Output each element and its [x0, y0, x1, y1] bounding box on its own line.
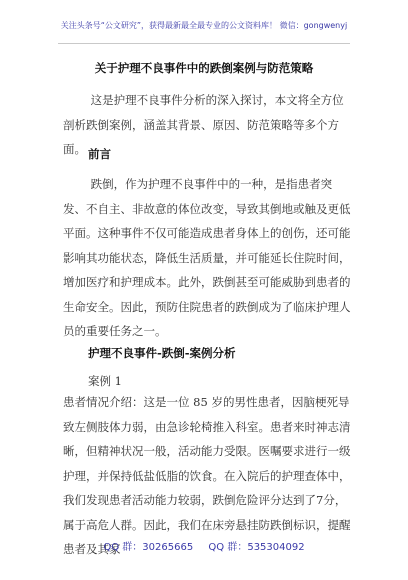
case-label: 案例 1 — [88, 374, 122, 388]
preface-paragraph: 跌倒，作为护理不良事件中的一种，是指患者突发、不自主、非故意的体位改变，导致其倒地或触及更低平面。这种事件不仅可能造成患者身体上的创伤，还可能影响其功能状态，降低生活质量，并可能延长住院时间，增加医疗和护理成本。此外，跌倒甚至可能威胁到患者的生命安全。因此，预防住院患者的跌倒成为了临床护理人员的重要任务之一。 — [63, 177, 351, 338]
section-heading-case-analysis: 护理不良事件-跌倒-案例分析 — [88, 346, 236, 360]
footer-qq-group-2: QQ 群：535304092 — [208, 542, 305, 553]
header-divider — [58, 43, 350, 44]
case-paragraph: 患者情况介绍：这是一位 85 岁的男性患者，因脑梗死导致左侧肢体力弱，由急诊轮椅推入科室。患者来时神志清晰，但精神状况一般，活动能力受限。医嘱要求进行一级护理，并保持低盐低脂的饮食。在入院后的护理查体中，我们发现患者活动能力较弱，跌倒危险评分达到了7分，属于高危人群。因此，我们在床旁悬挂防跌倒标识，提醒患者及其家 — [63, 395, 351, 556]
document-title: 关于护理不良事件中的跌倒案例与防范策略 — [94, 61, 314, 75]
footer-qq-group-1: QQ 群：30265665 — [103, 542, 194, 553]
section-heading-preface: 前言 — [88, 147, 111, 161]
page-footer — [0, 538, 408, 553]
intro-paragraph: 这是护理不良事件分析的深入探讨，本文将全方位剖析跌倒案例，涵盖其背景、原因、防范策略等多个方面。 — [63, 93, 344, 156]
page-header: 关注头条号“公文研究”，获得最新最全最专业的公文资料库！ 微信：gongwenyj — [60, 21, 348, 30]
